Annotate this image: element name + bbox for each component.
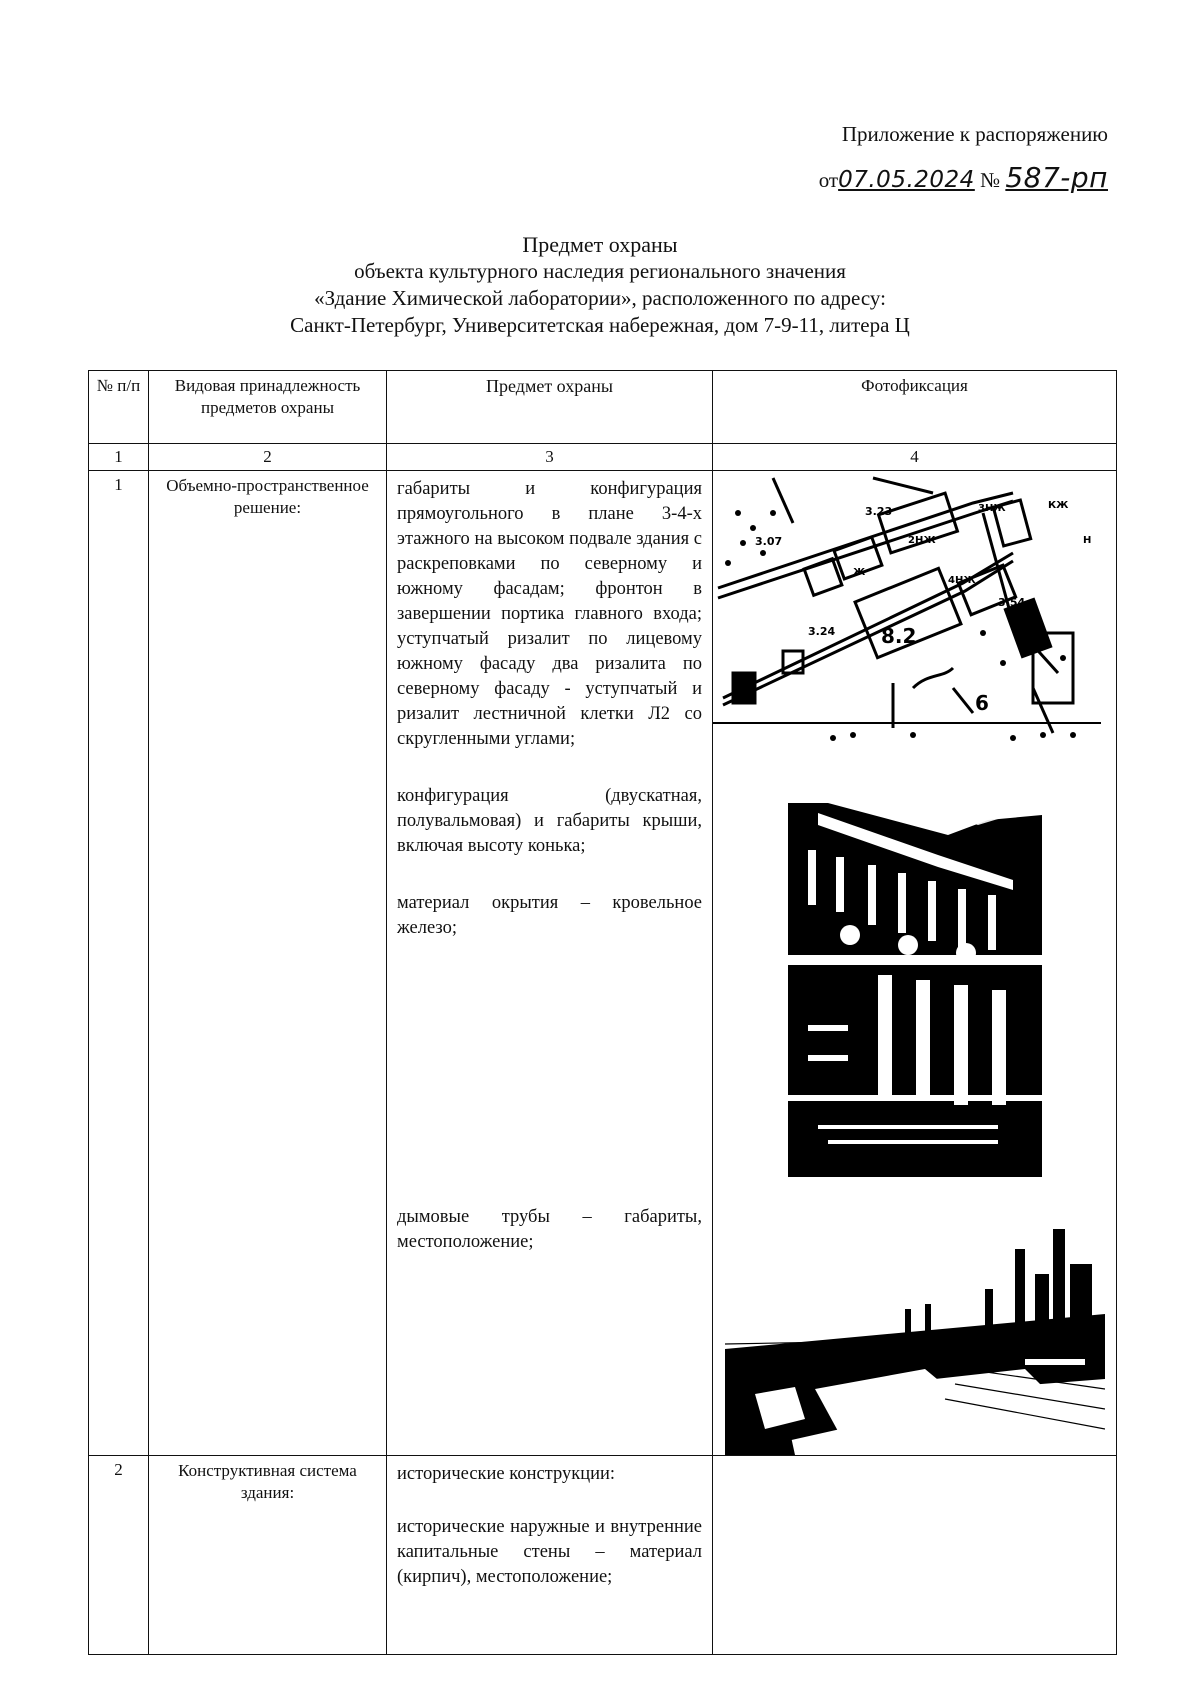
header-subject: Предмет охраны xyxy=(387,371,713,444)
title-line-2: объекта культурного наследия регионального значения xyxy=(354,259,846,283)
map-label: 3.54 xyxy=(998,596,1026,609)
column-number: 1 xyxy=(89,444,149,471)
appendix-date-line xyxy=(688,161,1108,194)
map-label: 6 xyxy=(975,691,989,715)
appendix-title: Приложение к распоряжению xyxy=(841,122,1108,146)
row-subject xyxy=(387,471,713,1456)
map-label: КЖ xyxy=(1048,500,1069,511)
subject-item: исторические наружные и внутренние капитальные стены – материал (кирпич), местоположение; xyxy=(397,1517,702,1587)
subject-item: габариты и конфигурация прямоугольного в плане 3-4-х этажного на высоком подвале здания с раскреповками по северному и южному фасадам; фронтон в завершении портика главного входа; уступчатый ризалит по лицевому южному фасаду два ризалита по северному фасаду - уступчатый и ризалит лестничной клетки Л2 со скругленными углами; xyxy=(397,479,702,749)
from-prefix: от xyxy=(818,168,839,192)
subject-item: конфигурация (двускатная, полувальмовая) и габариты крыши, включая высоту конька; xyxy=(397,786,702,856)
header-row xyxy=(89,371,1117,444)
row-photos xyxy=(713,471,1117,1456)
row-type: Конструктивная система здания: xyxy=(149,1456,387,1655)
row-photos xyxy=(713,1456,1117,1655)
map-label: 2НЖ xyxy=(908,535,936,546)
column-number: 4 xyxy=(713,444,1117,471)
header-photo: Фотофиксация xyxy=(713,371,1117,444)
title-line-4: Санкт-Петербург, Университетская набережная, дом 7-9-11, литера Ц xyxy=(290,313,910,337)
subject-item: материал окрытия – кровельное железо; xyxy=(397,893,702,938)
title-line-3: «Здание Химической лаборатории», расположенного по адресу: xyxy=(314,286,886,310)
row-number: 2 xyxy=(89,1456,149,1655)
map-label: Н xyxy=(1083,535,1092,546)
table-row xyxy=(89,471,1117,1456)
table-row xyxy=(89,1456,1117,1655)
number-prefix: № xyxy=(980,168,1001,192)
header-type: Видовая принадлежность предметов охраны xyxy=(149,371,387,444)
map-label: 8.2 xyxy=(881,624,917,648)
order-number: 587-рп xyxy=(1005,161,1108,194)
roof-chimneys-photo xyxy=(725,1219,1105,1455)
row-subject xyxy=(387,1456,713,1655)
row-type: Объемно-пространственное решение: xyxy=(149,471,387,1456)
title-line-1: Предмет охраны xyxy=(522,232,678,257)
column-number: 2 xyxy=(149,444,387,471)
subject-item: дымовые трубы – габариты, местоположение; xyxy=(397,1207,702,1252)
appendix-header xyxy=(688,120,1108,194)
facade-photo xyxy=(788,795,1042,1177)
site-plan-image xyxy=(713,473,1101,773)
document-title xyxy=(0,231,1200,339)
protection-subject-table xyxy=(88,370,1117,1655)
column-number-row xyxy=(89,444,1117,471)
header-number: № п/п xyxy=(89,371,149,444)
row-number: 1 xyxy=(89,471,149,1456)
map-label: Ж xyxy=(853,567,866,578)
map-label: 4НЖ xyxy=(948,575,976,586)
subject-item: исторические конструкции: xyxy=(397,1464,616,1484)
order-date: 07.05.2024 xyxy=(838,167,975,193)
map-label: 3НЖ xyxy=(978,503,1006,514)
map-label: 3.24 xyxy=(808,625,836,638)
map-label: 3.07 xyxy=(755,535,783,548)
column-number: 3 xyxy=(387,444,713,471)
map-label: 3.23 xyxy=(865,505,893,518)
